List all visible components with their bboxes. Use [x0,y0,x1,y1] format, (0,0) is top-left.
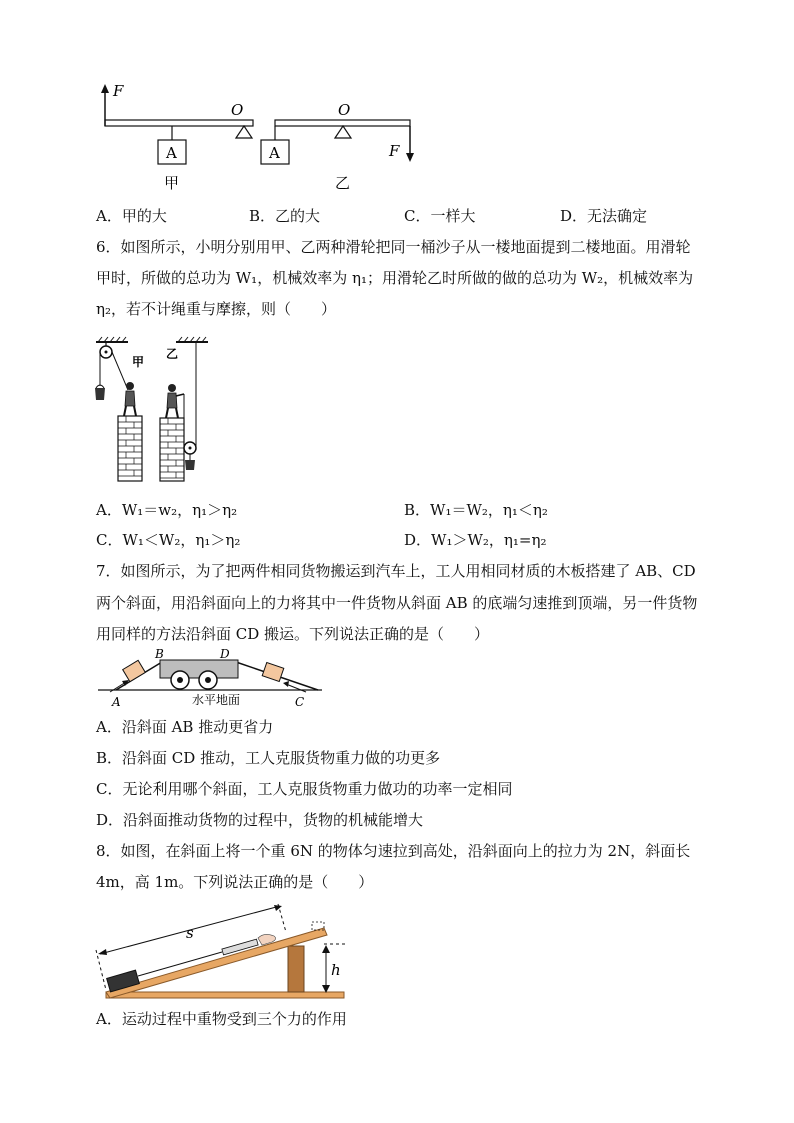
lever-right-O-label: O [338,101,351,119]
pulley-label-right: 乙 [166,347,179,361]
lever-right-box-label: A [269,144,280,162]
lever-left-caption: 甲 [164,174,180,192]
slope-label-B: B [155,648,164,661]
q6-option-c: C．W₁＜W₂，η₁＞η₂ [96,531,241,549]
q8-option-a: A．运动过程中重物受到三个力的作用 [96,1010,347,1028]
q6-option-b: B．W₁＝W₂，η₁＜η₂ [404,501,548,519]
incline-figure [92,898,354,1004]
pulley-figure [92,336,218,486]
q5-option-d: D．无法确定 [560,207,648,225]
q5-option-a: A．甲的大 [96,207,167,225]
slope-label-A: A [112,695,121,709]
q5-option-c: C．一样大 [404,207,476,225]
q5-option-b: B．乙的大 [249,207,321,225]
lever-figure [95,82,425,197]
q7-stem-line2: 两个斜面，用沿斜面向上的力将其中一件货物从斜面 AB 的底端匀速推到顶端，另一件货物 [96,594,698,612]
incline-s-label: s [186,924,194,942]
slope-truck-figure [96,648,326,710]
lever-left [101,84,253,164]
q7-option-c: C．无论利用哪个斜面，工人克服货物重力做功的功率一定相同 [96,780,513,798]
incline-h-label: h [331,961,341,979]
lever-left-box-label: A [166,144,177,162]
lever-left-F-label: F [113,82,124,100]
q6-stem-line2: 甲时，所做的总功为 W₁，机械效率为 η₁；用滑轮乙时所做的做的总功为 W₂，机械效率为 [96,269,694,287]
lever-right-caption: 乙 [335,174,351,192]
q8-stem-line1: 8．如图，在斜面上将一个重 6N 的物体匀速拉到高处，沿斜面向上的拉力为 2N，斜面长 [96,842,691,860]
q6-stem-line3: η₂，若不计绳重与摩擦，则（ ） [96,300,337,318]
q7-stem-line1: 7．如图所示，为了把两件相同货物搬运到汽车上，工人用相同材质的木板搭建了 AB、CD [96,562,696,580]
pulley-label-left: 甲 [132,355,145,369]
ground-label: 水平地面 [192,693,241,707]
lever-left-O-label: O [231,101,244,119]
q7-option-d: D．沿斜面推动货物的过程中，货物的机械能增大 [96,811,424,829]
q6-option-d: D．W₁＞W₂，η₁=η₂ [404,531,547,549]
slope-label-D: D [220,648,230,661]
q6-stem-line1: 6．如图所示，小明分别用甲、乙两种滑轮把同一桶沙子从一楼地面提到二楼地面。用滑轮 [96,238,691,256]
q7-option-a: A．沿斜面 AB 推动更省力 [96,718,274,736]
slope-label-C: C [295,695,305,709]
q7-stem-line3: 用同样的方法沿斜面 CD 搬运。下列说法正确的是（ ） [96,625,490,643]
q6-option-a: A．W₁＝w₂，η₁＞η₂ [96,501,238,519]
q8-stem-line2: 4m，高 1m。下列说法正确的是（ ） [96,873,374,891]
q7-option-b: B．沿斜面 CD 推动，工人克服货物重力做的功更多 [96,749,441,767]
lever-right-F-label: F [389,142,400,160]
